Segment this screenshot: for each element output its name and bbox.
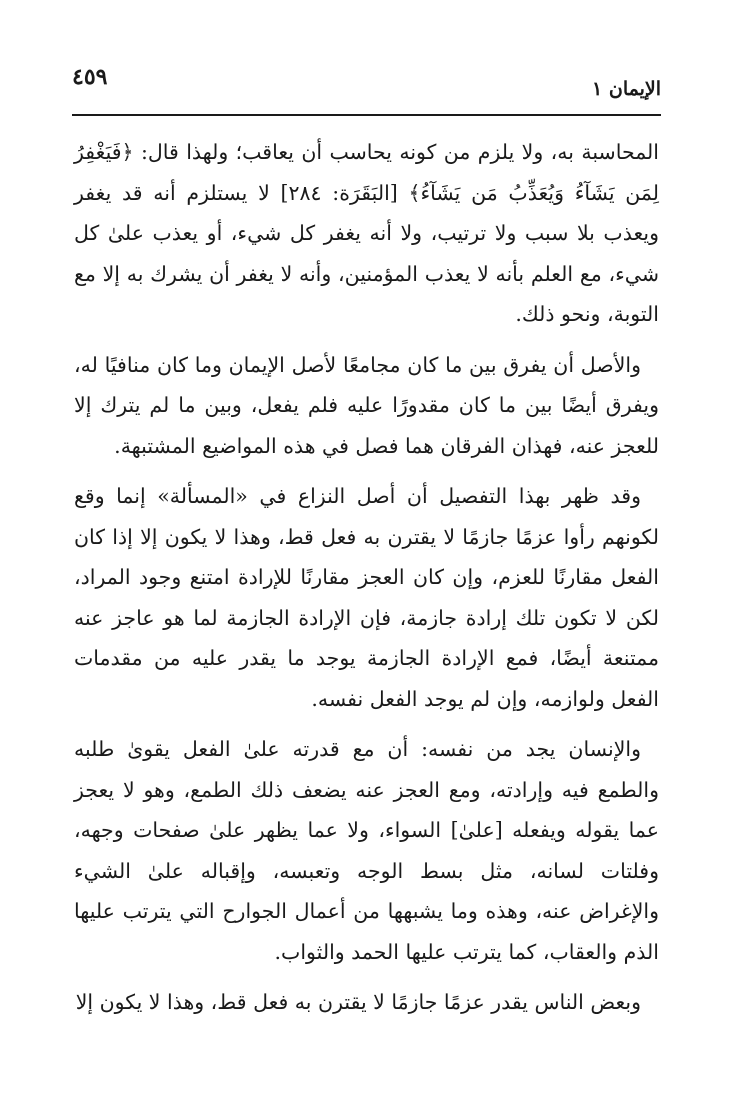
page-body: [74, 132, 659, 1033]
paragraph: المحاسبة به، ولا يلزم من كونه يحاسب أن يعاقب؛ ولهذا قال: ﴿فَيَغْفِرُ لِمَن يَشَآءُ وَيُعَذِّبُ مَن يَشَآءُ﴾ [البَقَرَة: ٢٨٤] لا يستلزم أنه قد يغفر ويعذب بلا سبب ولا ترتيب، ولا أنه يغفر كل شيء، أو يعذب علىٰ كل شيء، مع العلم بأنه لا يعذب المؤمنين، وأنه لا يغفر أن يشرك به إلا مع التوبة، ونحو ذلك.: [74, 140, 660, 326]
header-divider: [72, 114, 661, 116]
running-title: الإيمان ١: [592, 78, 661, 100]
paragraph: وقد ظهر بهذا التفصيل أن أصل النزاع في «المسألة» إنما وقع لكونهم رأوا عزمًا جازمًا لا يقترن به فعل قط، وهذا لا يكون إلا إذا كان الفعل مقارنًا للعزم، وإن كان العجز مقارنًا للإرادة امتنع وجود المراد، لكن لا تكون تلك إرادة جازمة، فإن الإرادة الجازمة لما هو عاجز عنه ممتنعة أيضًا، فمع الإرادة الجازمة يوجد ما يقدر عليه من مقدمات الفعل ولوازمه، وإن لم يوجد الفعل نفسه.: [74, 484, 659, 711]
paragraph: والإنسان يجد من نفسه: أن مع قدرته علىٰ الفعل يقوىٰ طلبه والطمع فيه وإرادته، ومع العجز عنه يضعف ذلك الطمع، وهو لا يعجز عما يقوله ويفعله [علىٰ] السواء، ولا عما يظهر علىٰ صفحات وجهه، وفلتات لسانه، مثل بسط الوجه وتعبسه، وإقباله علىٰ الشيء والإغراض عنه، وهذه وما يشبهها من أعمال الجوارح التي يترتب عليها الذم والعقاب، كما يترتب عليها الحمد والثواب.: [74, 737, 659, 964]
page-number: ٤٥٩: [72, 64, 108, 90]
paragraph: والأصل أن يفرق بين ما كان مجامعًا لأصل الإيمان وما كان منافيًا له، ويفرق أيضًا بين ما كان مقدورًا عليه فلم يفعل، وبين ما لم يترك إلا للعجز عنه، فهذان الفرقان هما فصل في هذه المواضيع المشتبهة.: [74, 352, 659, 458]
page-header: [72, 62, 661, 108]
paragraph: وبعض الناس يقدر عزمًا جازمًا لا يقترن به فعل قط، وهذا لا يكون إلا: [75, 990, 641, 1014]
